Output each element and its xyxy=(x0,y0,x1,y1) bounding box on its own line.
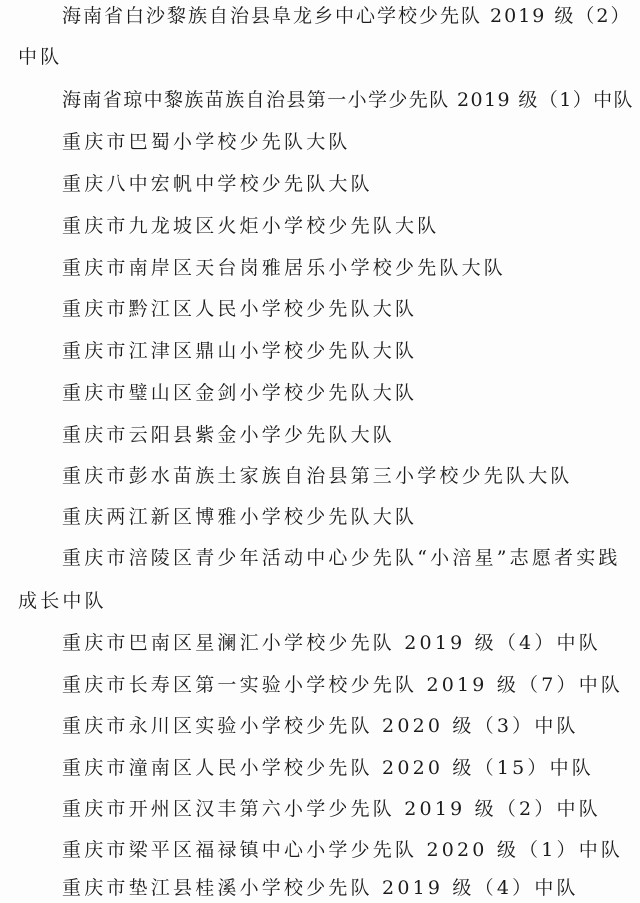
text-line: 重庆市垫江县桂溪小学校少先队 2019 级（4）中队 xyxy=(62,877,579,899)
text-line: 重庆八中宏帆中学校少先队大队 xyxy=(62,173,373,195)
text-line: 重庆市梁平区福禄镇中心小学少先队 2020 级（1）中队 xyxy=(62,839,624,861)
text-line: 重庆市涪陵区青少年活动中心少先队“小涪星”志愿者实践 xyxy=(62,547,621,569)
text-line: 重庆市开州区汉丰第六小学少先队 2019 级（2）中队 xyxy=(62,798,601,820)
text-line: 重庆市永川区实验小学校少先队 2020 级（3）中队 xyxy=(62,715,579,737)
text-line: 海南省白沙黎族自治县阜龙乡中心学校少先队 2019 级（2） xyxy=(62,5,632,27)
text-line: 重庆市江津区鼎山小学校少先队大队 xyxy=(62,340,418,362)
text-line: 重庆市九龙坡区火炬小学校少先队大队 xyxy=(62,215,440,237)
text-line: 重庆市南岸区天台岗雅居乐小学校少先队大队 xyxy=(62,257,507,279)
text-line: 成长中队 xyxy=(18,590,107,612)
text-line: 中队 xyxy=(18,46,63,68)
text-line: 重庆市黔江区人民小学校少先队大队 xyxy=(62,298,418,320)
text-line: 重庆两江新区博雅小学校少先队大队 xyxy=(62,506,418,528)
text-line: 重庆市巴蜀小学校少先队大队 xyxy=(62,131,351,153)
text-line: 重庆市彭水苗族土家族自治县第三小学校少先队大队 xyxy=(62,465,573,487)
text-line: 重庆市潼南区人民小学校少先队 2020 级（15）中队 xyxy=(62,757,595,779)
text-line: 重庆市长寿区第一实验小学校少先队 2019 级（7）中队 xyxy=(62,674,624,696)
text-line: 海南省琼中黎族苗族自治县第一小学少先队 2019 级（1）中队 xyxy=(62,89,634,111)
text-line: 重庆市璧山区金剑小学校少先队大队 xyxy=(62,382,418,404)
text-line: 重庆市云阳县紫金小学少先队大队 xyxy=(62,424,396,446)
text-line: 重庆市巴南区星澜汇小学校少先队 2019 级（4）中队 xyxy=(62,632,601,654)
